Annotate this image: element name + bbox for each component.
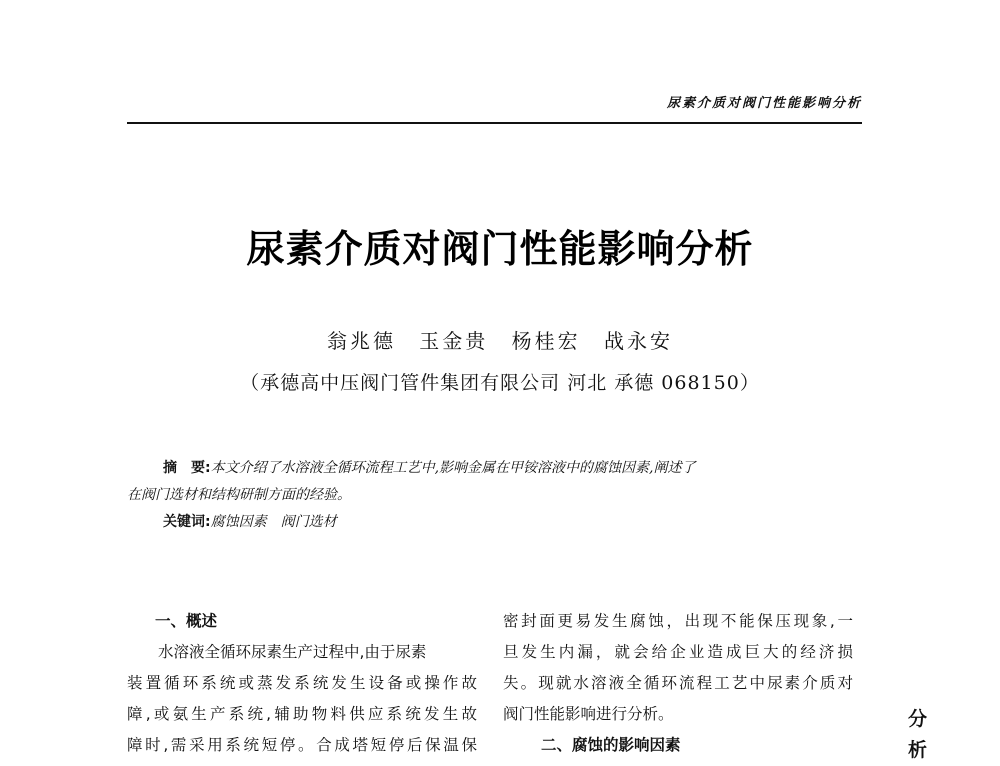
keywords-line <box>127 509 867 536</box>
side-tab-char: 析 <box>908 739 928 761</box>
left-column <box>127 606 477 761</box>
paper-title: 尿素介质对阀门性能影响分析 <box>246 227 754 271</box>
section-heading-1: 一、概述 <box>155 612 218 630</box>
section-heading-2: 二、腐蚀的影响因素 <box>541 736 681 754</box>
body-line: 水溶液全循环尿素生产过程中,由于尿素 <box>158 643 427 661</box>
keywords-text: 腐蚀因素 阀门选材 <box>210 514 337 530</box>
keywords-label: 关键词: <box>163 514 211 530</box>
abstract-label: 摘 要: <box>163 460 211 476</box>
body-line: 阀门性能影响进行分析。 <box>503 705 674 723</box>
abstract <box>127 455 867 536</box>
running-head: 尿素介质对阀门性能影响分析 <box>666 96 862 111</box>
side-tab <box>908 704 932 766</box>
body-line: 旦发生内漏，就会给企业造成巨大的经济损 <box>503 643 853 661</box>
body-line: 障,或氨生产系统,辅助物料供应系统发生故 <box>127 705 477 723</box>
header-rule <box>127 122 862 124</box>
body-line: 失。现就水溶液全循环流程工艺中尿素介质对 <box>503 674 853 692</box>
right-column <box>503 606 853 761</box>
side-tab-char: 分 <box>908 708 928 730</box>
abstract-text-1: 本文介绍了水溶液全循环流程工艺中,影响金属在甲铵溶液中的腐蚀因素,阐述了 <box>210 460 696 476</box>
body-line: 密封面更易发生腐蚀，出现不能保压现象,一 <box>503 612 853 630</box>
body-line: 障时,需采用系统短停。合成塔短停后保温保 <box>127 736 477 754</box>
body-line: 装置循环系统或蒸发系统发生设备或操作故 <box>127 674 477 692</box>
abstract-text-2: 在阀门选材和结构研制方面的经验。 <box>127 487 351 503</box>
authors: 翁兆德 玉金贵 杨桂宏 战永安 <box>326 329 674 353</box>
abstract-line-1 <box>127 455 867 482</box>
affiliation: （承德高中压阀门管件集团有限公司 河北 承德 068150） <box>240 372 760 394</box>
